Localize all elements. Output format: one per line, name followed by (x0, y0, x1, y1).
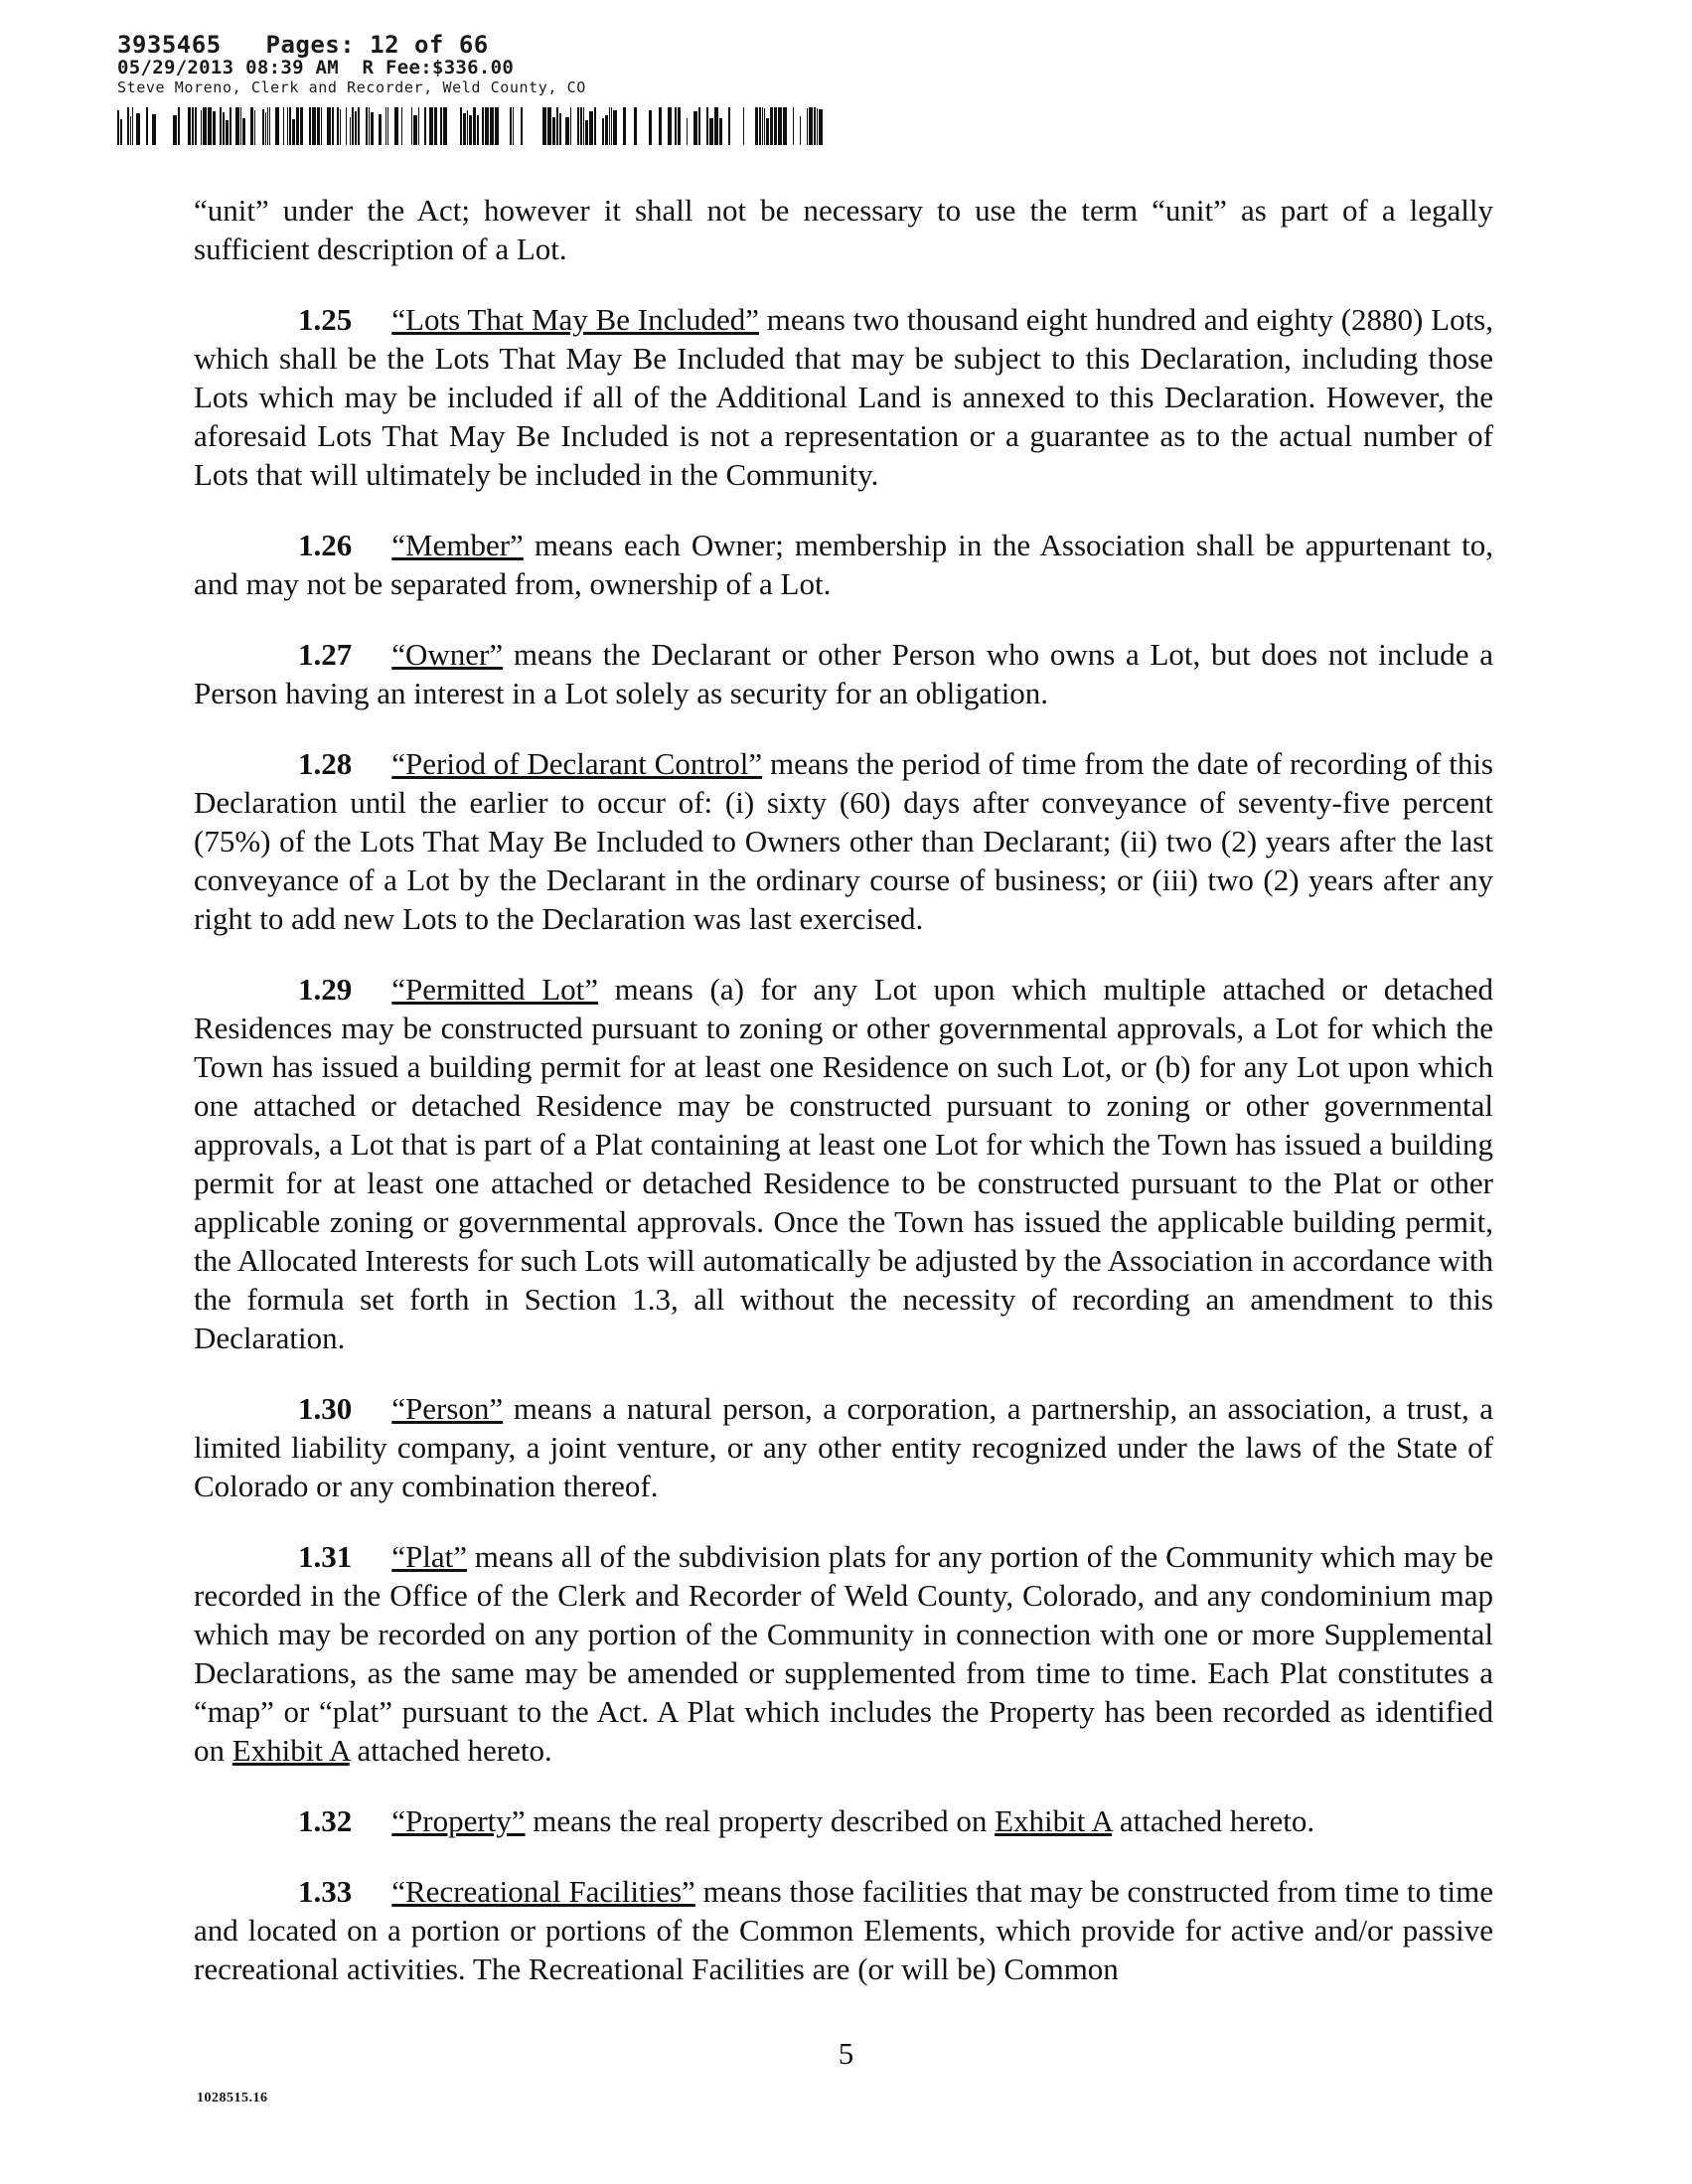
definition-section (194, 1537, 1493, 1770)
barcode-bar (764, 108, 765, 145)
barcode-bar (327, 107, 331, 145)
barcode-bar (809, 107, 813, 145)
section-number: 1.25 (298, 302, 353, 337)
barcode-bar (429, 107, 433, 145)
clerk-recorder-line: Steve Moreno, Clerk and Recorder, Weld County, CO (117, 78, 586, 96)
section-number: 1.27 (298, 637, 353, 672)
barcode-bar (130, 116, 131, 145)
barcode-bar (542, 107, 546, 145)
definition-text: means the Declarant or other Person who owns a Lot, but does not include a Person having an interest in a Lot solely as security for an obligation. (194, 637, 1493, 710)
exhibit-reference: Exhibit A (995, 1803, 1113, 1838)
barcode-bar (510, 107, 512, 145)
barcode-bar (132, 107, 133, 145)
barcode-bar (146, 107, 148, 145)
barcode-bar (411, 107, 412, 145)
barcode-bar (434, 107, 437, 145)
section-number: 1.28 (298, 746, 353, 781)
defined-term: “Property” (391, 1803, 526, 1838)
defined-term: “Member” (391, 528, 524, 562)
barcode-bar (521, 107, 523, 145)
barcode-bar (340, 109, 341, 145)
barcode-bar (424, 107, 426, 145)
barcode-bar (350, 117, 351, 145)
barcode-bar (371, 112, 374, 145)
barcode-bar (178, 107, 180, 145)
barcode-bar (401, 107, 402, 145)
barcode-bar (267, 107, 268, 145)
barcode-bar (698, 107, 700, 145)
barcode-bar (709, 118, 713, 145)
barcode-bar (547, 107, 551, 145)
barcode-bar (714, 107, 718, 145)
defined-term: “Plat” (391, 1539, 467, 1574)
barcode-bar (774, 107, 777, 145)
barcode-bar (485, 107, 489, 145)
barcode-bar (594, 107, 596, 145)
section-number: 1.26 (298, 528, 353, 562)
defined-term: “Recreational Facilities” (391, 1874, 695, 1909)
definition-text: means the real property described on (525, 1803, 996, 1838)
barcode-bar (577, 107, 579, 145)
barcode-bar (807, 108, 808, 145)
barcode-bar (490, 107, 494, 145)
definition-text: means two thousand eight hundred and eighty (2880) Lots, which shall be the Lots That May Be Included that may be subject to this Declaration, including those Lots which may be included if all of the Additional Land is annexed to this Declaration. However, the aforesaid Lots That May Be Included is not a representation or a guarantee as to the actual number of Lots that will ultimately be included in the Community. (194, 302, 1494, 492)
barcode-bar (117, 110, 119, 145)
barcode-bar (675, 107, 677, 145)
barcode-bar (565, 117, 569, 145)
barcode-bar (817, 108, 818, 145)
barcode-bar (495, 107, 499, 145)
definition-text: means all of the subdivision plats for any portion of the Community which may be recorded in the Office of the Clerk and Recorder of Weld County, Colorado, and any condominium map which may be recorded on any portion of the Community in connection with one or more Supplemental Declarations, as the same may be amended or supplemented from time to time. Each Plat constitutes a “map” or “plat” pursuant to the Act. A Plat which includes the Property has been recorded as identified on (194, 1539, 1493, 1768)
definition-section (194, 1389, 1493, 1505)
barcode-bar (668, 107, 672, 145)
barcode-bar (634, 107, 637, 145)
barcode-bar (152, 114, 156, 145)
barcode-bar (728, 107, 730, 145)
section-number: 1.29 (298, 972, 353, 1007)
barcode-bar (443, 107, 447, 145)
barcode-bar (332, 107, 334, 145)
continuation-paragraph: “unit” under the Act; however it shall not be necessary to use the term “unit” as part of a legally sufficient description of a Lot. (194, 193, 1493, 266)
barcode-bar (358, 107, 360, 145)
barcode-bar (220, 107, 222, 145)
recording-date-fee: 05/29/2013 08:39 AM R Fee:$336.00 (117, 57, 515, 78)
recording-header (117, 32, 586, 97)
definition-sections (194, 300, 1493, 1988)
barcode-bar (770, 107, 773, 145)
barcode-bar (418, 107, 419, 145)
definition-section (194, 635, 1493, 712)
barcode-bar (477, 115, 479, 145)
recording-barcode (117, 107, 827, 145)
barcode-bar (659, 107, 662, 145)
barcode-bar (609, 107, 610, 145)
barcode-bar (235, 107, 239, 145)
barcode-bar (369, 107, 370, 145)
exhibit-reference: Exhibit A (231, 1733, 350, 1768)
document-id: 1028515.16 (197, 2091, 268, 2106)
barcode-bar (559, 113, 561, 145)
definition-text: means those facilities that may be constructed from time to time and located on a portion or portions of the Common Elements, which provide for active and/or passive recreational activities. The Recreational Facilities are (or will be) Common (194, 1874, 1493, 1986)
barcode-bar (611, 107, 612, 145)
barcode-bar (706, 107, 708, 145)
barcode-bar (649, 110, 652, 145)
document-body (194, 191, 1493, 2020)
barcode-bar (762, 107, 763, 145)
barcode-bar (346, 107, 347, 145)
definition-section (194, 300, 1493, 494)
barcode-bar (289, 107, 291, 145)
barcode-bar (379, 114, 382, 145)
defined-term: “Owner” (391, 637, 504, 672)
barcode-bar (195, 107, 197, 145)
barcode-bar (580, 107, 582, 145)
section-number: 1.32 (298, 1803, 353, 1838)
definition-section (194, 1872, 1493, 1988)
barcode-bar (230, 107, 231, 145)
reception-number-pages: 3935465 Pages: 12 of 66 (117, 31, 489, 59)
barcode-bar (287, 107, 288, 145)
barcode-bar (188, 107, 191, 145)
barcode-bar (173, 115, 177, 145)
barcode-bar (583, 107, 584, 145)
barcode-bar (385, 107, 386, 145)
barcode-bar (469, 115, 472, 145)
barcode-bar (223, 112, 225, 145)
barcode-bar (296, 107, 299, 145)
barcode-bar (394, 107, 398, 145)
barcode-bar (269, 107, 270, 145)
definition-text: means each Owner; membership in the Association shall be appurtenant to, and may not be separated from, ownership of a Lot. (194, 528, 1493, 601)
barcode-bar (778, 107, 782, 145)
barcode-bar (254, 110, 255, 145)
definition-section (194, 970, 1493, 1357)
barcode-bar (213, 111, 216, 145)
barcode-bar (759, 107, 761, 145)
section-number: 1.33 (298, 1874, 353, 1909)
definition-tail: attached hereto. (1112, 1803, 1315, 1838)
barcode-bar (467, 110, 468, 145)
barcode-bar (719, 118, 722, 145)
definition-text: means (a) for any Lot upon which multiple attached or detached Residences may be constructed pursuant to zoning or other governmental approvals, a Lot for which the Town has issued a building permit for at least one Residence on such Lot, or (b) for any Lot upon which one attached or detached Residence may be constructed pursuant to zoning or other governmental approvals, a Lot that is part of a Plat containing at least one Lot for which the Town has issued a building permit for at least one attached or detached Residence to be constructed pursuant to the Plat or other applicable zoning or governmental approvals. Once the Town has issued the applicable building permit, the Allocated Interests for such Lots will automatically be adjusted by the Association in accordance with the formula set forth in Section 1.3, all without the necessity of recording an amendment to this Declaration. (194, 972, 1493, 1355)
barcode-bar (589, 111, 593, 145)
barcode-bar (613, 110, 617, 145)
barcode-bar (743, 107, 744, 145)
barcode-bar (482, 107, 484, 145)
barcode-bar (552, 117, 555, 145)
barcode-bar (814, 107, 816, 145)
barcode-bar (226, 120, 229, 145)
barcode-bar (317, 107, 320, 145)
barcode-bar (292, 119, 295, 145)
defined-term: “Period of Declarant Control” (391, 746, 763, 781)
barcode-bar (783, 107, 787, 145)
page-number: 5 (838, 2036, 854, 2071)
barcode-bar (793, 107, 794, 145)
barcode-bar (440, 107, 442, 145)
definition-section (194, 526, 1493, 603)
barcode-bar (120, 119, 122, 145)
barcode-bar (262, 109, 264, 145)
defined-term: “Permitted Lot” (391, 972, 598, 1007)
definition-text: means the period of time from the date of recording of this Declaration until the earlier to occur of: (i) sixty (60) days after conveyance of seventy-five percent (75%) of the Lots That May Be Included to Owners other than Declarant; (ii) two (2) years after the last conveyance of a Lot by the Declarant in the ordinary course of business; or (iii) two (2) years after any right to add new Lots to the Declaration was last exercised. (194, 746, 1493, 936)
barcode-bar (250, 107, 253, 145)
defined-term: “Lots That May Be Included” (391, 302, 759, 337)
barcode-bar (201, 110, 202, 145)
definition-section (194, 1801, 1493, 1840)
barcode-bar (513, 107, 514, 145)
section-number: 1.30 (298, 1391, 353, 1426)
barcode-bar (136, 113, 140, 145)
barcode-bar (687, 118, 688, 145)
barcode-bar (321, 107, 322, 145)
barcode-bar (312, 107, 316, 145)
barcode-bar (337, 107, 339, 145)
barcode-bar (208, 107, 212, 145)
barcode-bar (766, 118, 769, 145)
barcode-bar (265, 112, 266, 145)
barcode-bar (819, 109, 823, 145)
barcode-bar (275, 107, 279, 145)
barcode-bar (242, 118, 245, 145)
barcode-bar (387, 107, 388, 145)
definition-text: means a natural person, a corporation, a partnership, an association, a trust, a limited liability company, a joint venture, or any other entity recognized under the laws of the State of Colorado or any combination thereof. (194, 1391, 1493, 1503)
barcode-bar (605, 115, 608, 145)
barcode-bar (240, 107, 241, 145)
barcode-bar (556, 107, 558, 145)
barcode-bar (678, 107, 681, 145)
barcode-bar (473, 107, 476, 145)
definition-section (194, 744, 1493, 938)
barcode-bar (623, 107, 626, 145)
barcode-bar (300, 107, 303, 145)
barcode-bar (463, 113, 466, 145)
defined-term: “Person” (391, 1391, 504, 1426)
definition-tail: attached hereto. (349, 1733, 552, 1768)
barcode-bar (460, 107, 462, 145)
barcode-bar (693, 111, 697, 145)
barcode-bar (602, 118, 604, 145)
section-number: 1.31 (298, 1539, 353, 1574)
barcode-bar (366, 107, 368, 145)
barcode-bar (203, 107, 207, 145)
barcode-bar (413, 115, 417, 145)
barcode-bar (585, 120, 588, 145)
barcode-bar (800, 116, 801, 145)
barcode-bar (309, 107, 311, 145)
barcode-bar (192, 107, 194, 145)
barcode-bar (355, 111, 357, 145)
barcode-bar (283, 107, 284, 145)
barcode-bar (352, 107, 354, 145)
barcode-bar (755, 107, 758, 145)
barcode-bar (127, 107, 129, 145)
barcode-bar (570, 107, 571, 145)
